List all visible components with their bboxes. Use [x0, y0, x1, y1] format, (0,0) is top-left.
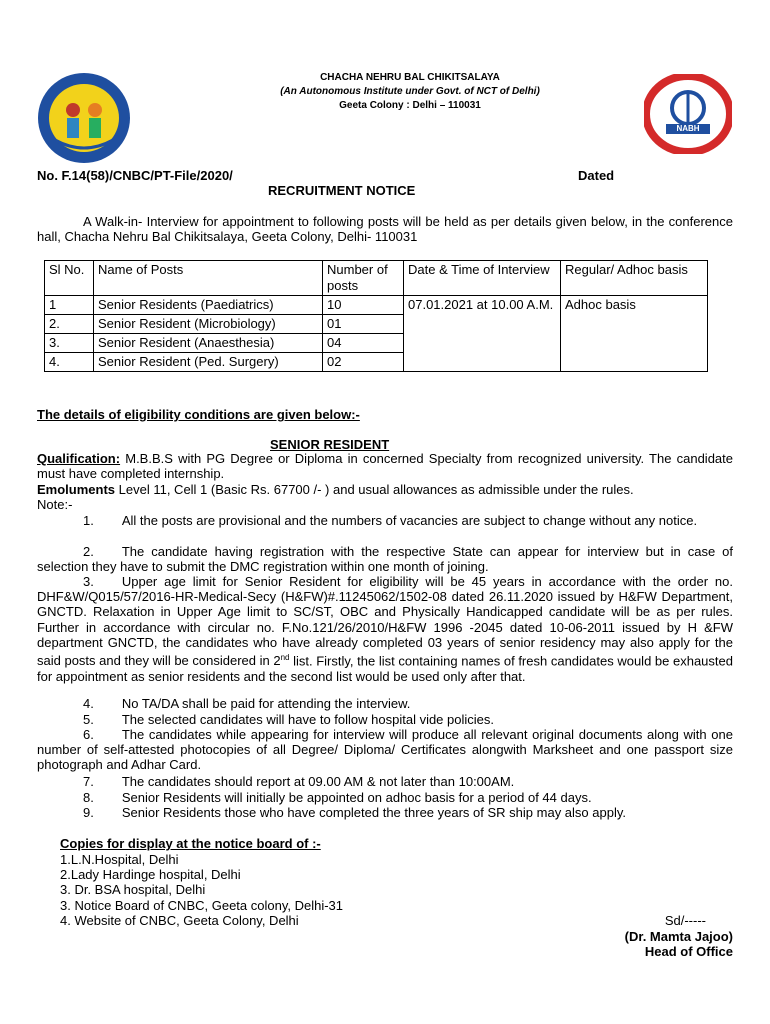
cell-count: 10: [323, 296, 404, 315]
note-number: 9.: [83, 805, 94, 820]
header-interview: Date & Time of Interview: [404, 261, 561, 296]
signature-sd: Sd/-----: [664, 913, 706, 928]
cell-sl: 3.: [45, 334, 94, 353]
note-text: Upper age limit for Senior Resident for eligibility will be 45 years in accordance with the order no. DHF&W/Q015/57/2016-HR-Medical-Secy (H&FW)#.11245062/1502-08 dated 26.11.2020 issued by H&FW Department, GNCTD. Relaxation in Upper Age limit to SC/ST, OBC and Physically Handicapped candidate will be as per rules. Further in accordance with circular no. F.No.121/26/2010/H&FW 1996 -2045 dated 10-06-2011 issued by H &FW department GNCTD, the candidates who have already completed 03 years of senior residency may also apply for the said posts and they will be considered in 2: [37, 574, 733, 669]
qualification-text: M.B.B.S with PG Degree or Diploma in concerned Specialty from recognized university. The candidate must have completed internship.: [37, 451, 733, 482]
nabh-logo: [644, 74, 732, 154]
note-item: [37, 544, 733, 574]
list-item: 3. Dr. BSA hospital, Delhi: [60, 882, 206, 898]
cell-basis: Adhoc basis: [561, 296, 708, 372]
posts-table: [44, 260, 708, 372]
eligibility-heading: The details of eligibility conditions are given below:-: [37, 407, 360, 422]
note-text: The candidate having registration with the respective State can appear for interview but in case of selection they have to submit the DMC registration within one month of joining.: [37, 544, 733, 575]
note-item: [37, 513, 733, 528]
header-basis: Regular/ Adhoc basis: [561, 261, 708, 296]
note-number: 6.: [83, 727, 94, 742]
signature-designation: Head of Office: [644, 944, 733, 959]
note-number: 2.: [83, 544, 94, 559]
note-text: Senior Residents will initially be appointed on adhoc basis for a period of 44 days.: [121, 790, 592, 805]
note-number: 5.: [83, 712, 94, 727]
reference-number: No. F.14(58)/CNBC/PT-File/2020/: [37, 168, 233, 183]
note-item: [37, 574, 733, 684]
emoluments: [37, 482, 733, 497]
section-heading: SENIOR RESIDENT: [270, 437, 390, 452]
cell-sl: 4.: [45, 353, 94, 372]
notice-title: RECRUITMENT NOTICE: [268, 183, 416, 198]
note-item: [37, 805, 733, 820]
note-text: No TA/DA shall be paid for attending the interview.: [121, 696, 411, 711]
note-item: [37, 712, 733, 727]
cell-interview: 07.01.2021 at 10.00 A.M.: [404, 296, 561, 372]
cell-post: Senior Resident (Anaesthesia): [94, 334, 323, 353]
note-text: Senior Residents those who have completed the three years of SR ship may also apply.: [121, 805, 626, 820]
signature-block: [625, 913, 733, 960]
cell-count: 02: [323, 353, 404, 372]
nabh-label: NABH: [676, 124, 700, 133]
note-item: [37, 774, 733, 789]
note-text-continued: list. Firstly, the list containing names of fresh candidates would be exhausted for appointment as senior residents and the second list would be used only after that.: [37, 653, 733, 684]
cell-sl: 1: [45, 296, 94, 315]
header-sl: Sl No.: [45, 261, 94, 296]
note-text: The candidates should report at 09.00 AM & not later than 10:00AM.: [121, 774, 515, 789]
note-number: 7.: [83, 774, 94, 789]
note-text: The candidates while appearing for interview will produce all relevant original documents along with one number of self-attested photocopies of all Degree/ Diploma/ Certificates alongwith Marksheet and one passport size photograph and Adhar Card.: [37, 727, 733, 773]
note-text: All the posts are provisional and the numbers of vacancies are subject to change without any notice.: [121, 513, 698, 528]
note-text: The selected candidates will have to follow hospital vide policies.: [121, 712, 494, 727]
institute-name: CHACHA NEHRU BAL CHIKITSALAYA: [320, 72, 500, 83]
copies-list: [60, 852, 343, 928]
emoluments-label: Emoluments: [37, 482, 116, 497]
emoluments-text: Level 11, Cell 1 (Basic Rs. 67700 /- ) and usual allowances as admissible under the rules.: [118, 482, 634, 497]
intro-paragraph: A Walk-in- Interview for appointment to following posts will be held as per details given below, in the conference hall, Chacha Nehru Bal Chikitsalaya, Geeta Colony, Delhi- 110031: [37, 214, 733, 245]
cnbc-logo: [35, 70, 133, 166]
note-number: 8.: [83, 790, 94, 805]
header-count: Number of posts: [323, 261, 404, 296]
cell-post: Senior Residents (Paediatrics): [94, 296, 323, 315]
signature-name: (Dr. Mamta Jajoo): [624, 928, 733, 944]
qualification-label: Qualification:: [37, 451, 121, 466]
list-item: 3. Notice Board of CNBC, Geeta colony, Delhi-31: [60, 897, 344, 913]
note-item: [37, 727, 733, 773]
note-label: Note:-: [37, 497, 73, 512]
note-number: 1.: [83, 513, 94, 528]
note-number: 3.: [83, 574, 94, 589]
institute-subtitle: (An Autonomous Institute under Govt. of NCT of Delhi): [280, 86, 540, 97]
note-item: [37, 696, 733, 711]
note-item: [37, 790, 733, 805]
cell-count: 04: [323, 334, 404, 353]
list-item: 2.Lady Hardinge hospital, Delhi: [60, 867, 241, 883]
list-item: 1.L.N.Hospital, Delhi: [60, 852, 179, 867]
cell-count: 01: [323, 315, 404, 334]
copies-heading: Copies for display at the notice board of :-: [60, 836, 321, 851]
table-row: [45, 296, 708, 315]
cell-post: Senior Resident (Microbiology): [94, 315, 323, 334]
note-superscript: nd: [280, 653, 290, 663]
table-header-row: [45, 261, 708, 296]
qualification: [37, 451, 733, 481]
cell-post: Senior Resident (Ped. Surgery): [94, 353, 323, 372]
institute-address: Geeta Colony : Delhi – 110031: [339, 100, 481, 111]
note-number: 4.: [83, 696, 94, 711]
list-item: 4. Website of CNBC, Geeta Colony, Delhi: [60, 912, 299, 928]
header-post: Name of Posts: [94, 261, 323, 296]
dated-label: Dated: [578, 168, 615, 183]
cell-sl: 2.: [45, 315, 94, 334]
